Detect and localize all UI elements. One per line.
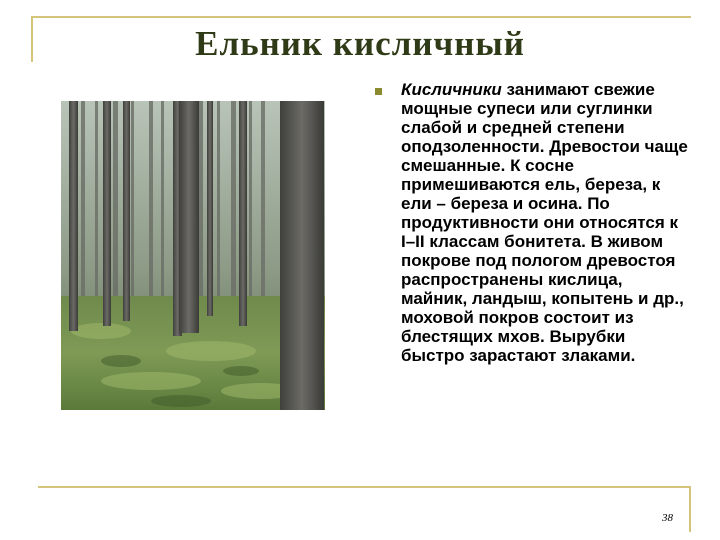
frame-line-top: [31, 16, 691, 18]
forest-illustration: [61, 101, 325, 410]
slide-title-text: Ельник кисличный: [195, 24, 525, 63]
forest-photo: [61, 101, 325, 410]
frame-line-right: [689, 486, 691, 532]
bullet-marker: [375, 88, 382, 95]
bullet-term: Кисличники: [401, 80, 502, 99]
bullet-body: занимают свежие мощные супеси или суглинки слабой и средней степени оподзоленности. Древостои чаще смешанные. К сосне примешиваются ель, береза, к ели – береза и осина. По продуктивности они относятся к I–II классам бонитета. В живом покрове под пологом древостоя распространены кислица, майник, ландыш, копытень и др., моховой покров состоит из блестящих мхов. Вырубки быстро зарастают злаками.: [401, 80, 688, 365]
slide-title: [0, 24, 720, 64]
bullet-text: [401, 80, 691, 365]
page-number: 38: [662, 512, 673, 524]
frame-line-bottom: [38, 486, 690, 488]
